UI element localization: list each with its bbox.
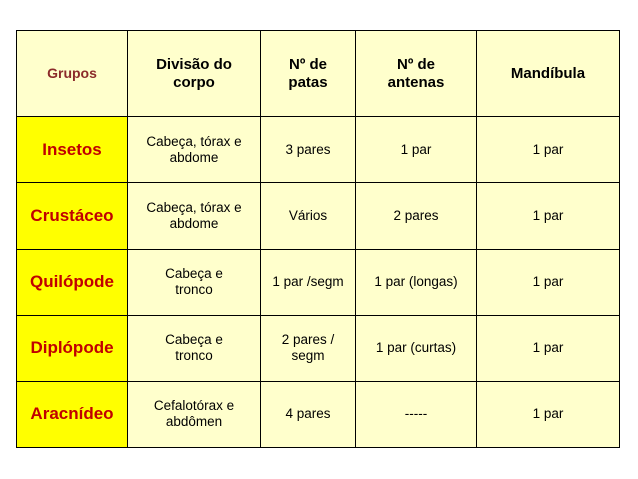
divisao-text: Cabeça, tórax e abdome [146,133,242,165]
header-row [17,31,620,117]
divisao-cell [128,249,261,315]
mandibula-cell: 1 par [477,381,620,447]
divisao-text: Cabeça e tronco [165,332,223,364]
table-row-aracnideo [17,381,620,447]
header-divisao-text: Divisão do corpo [156,55,232,91]
patas-cell: Vários [261,183,356,249]
antenas-cell: 1 par (curtas) [356,315,477,381]
divisao-cell [128,117,261,183]
patas-cell: 1 par /segm [261,249,356,315]
header-antenas-text: Nº de antenas [387,55,445,91]
patas-cell: 4 pares [261,381,356,447]
mandibula-cell: 1 par [477,117,620,183]
header-numero-de-patas [261,31,356,117]
table-row-crustaceo [17,183,620,249]
mandibula-cell: 1 par [477,249,620,315]
antenas-cell: 1 par [356,117,477,183]
mandibula-cell: 1 par [477,315,620,381]
table-row-diplopode [17,315,620,381]
divisao-text: Cabeça, tórax e abdome [146,199,242,231]
antenas-cell: 1 par (longas) [356,249,477,315]
header-grupos: Grupos [17,31,128,117]
mandibula-cell: 1 par [477,183,620,249]
group-cell: Diplópode [17,315,128,381]
group-cell: Quilópode [17,249,128,315]
arthropod-comparison-table [16,30,620,448]
patas-cell [261,315,356,381]
divisao-text: Cefalotórax e abdômen [153,398,235,430]
divisao-text: Cabeça e tronco [165,265,223,298]
patas-cell: 3 pares [261,117,356,183]
divisao-cell [128,183,261,249]
antenas-cell: ----- [356,381,477,447]
antenas-cell: 2 pares [356,183,477,249]
group-cell: Aracnídeo [17,381,128,447]
group-cell: Insetos [17,117,128,183]
table-row-insetos [17,117,620,183]
patas-text: 2 pares / segm [281,332,335,364]
header-numero-de-antenas [356,31,477,117]
divisao-cell [128,315,261,381]
table-row-quilopode [17,249,620,315]
group-cell: Crustáceo [17,183,128,249]
header-divisao-do-corpo [128,31,261,117]
divisao-cell [128,381,261,447]
header-patas-text: Nº de patas [288,55,328,91]
header-mandibula: Mandíbula [477,31,620,117]
